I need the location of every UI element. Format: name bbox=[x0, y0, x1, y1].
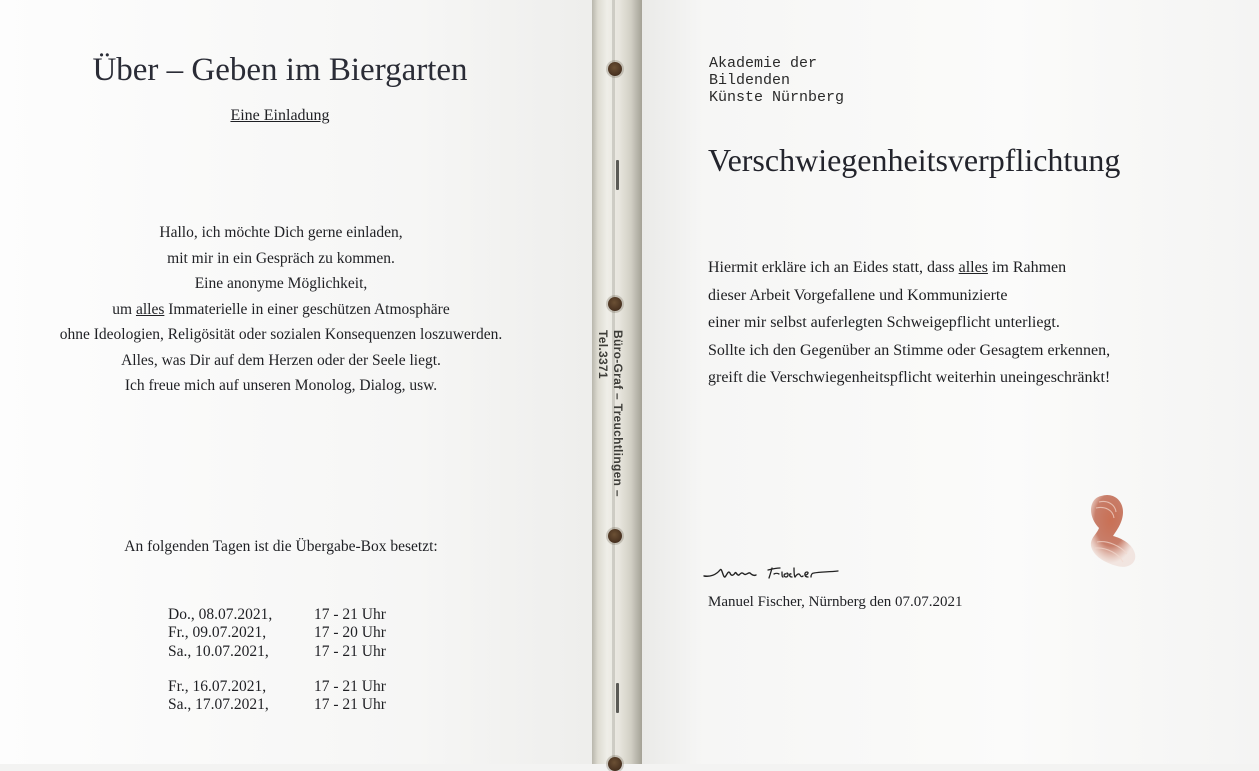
underlined-word: alles bbox=[958, 259, 988, 276]
declaration-line-start: Hiermit erkläre ich an Eides statt, dass bbox=[708, 259, 959, 276]
schedule-row bbox=[168, 696, 386, 714]
academy-word: Akademie der bbox=[709, 55, 818, 72]
letter-line: mit mir in ein Gespräch zu kommen. bbox=[167, 249, 395, 267]
declaration-text bbox=[708, 254, 1110, 392]
schedule-day: Sa., 10.07.2021, bbox=[168, 642, 269, 660]
schedule-day: Fr., 09.07.2021, bbox=[168, 624, 267, 642]
letter-line: Hallo, ich möchte Dich gerne einladen, bbox=[159, 224, 403, 241]
invitation-subtitle: Eine Einladung bbox=[230, 107, 330, 124]
invitation-letter bbox=[0, 220, 562, 399]
schedule-row bbox=[168, 606, 386, 624]
schedule-row bbox=[168, 624, 386, 642]
schedule-day: Fr., 16.07.2021, bbox=[168, 677, 267, 695]
schedule-time: 17 - 21 Uhr bbox=[314, 696, 386, 714]
academy-line: Künste Nürnberg bbox=[709, 89, 845, 106]
academy-line: Bildenden bbox=[709, 72, 791, 89]
underlined-word: alles bbox=[135, 300, 165, 318]
schedule-time: 17 - 21 Uhr bbox=[314, 677, 386, 695]
schedule-day: Do., 08.07.2021, bbox=[168, 606, 273, 623]
declaration-line: Sollte ich den Gegenüber an Stimme oder Gesagtem erkennen, bbox=[708, 341, 1111, 359]
schedule-time: 17 - 21 Uhr bbox=[314, 606, 386, 623]
binder-slot bbox=[616, 160, 619, 190]
letter-line-start: um bbox=[112, 300, 136, 318]
binder-hole bbox=[608, 62, 622, 76]
binder-imprint bbox=[595, 330, 625, 497]
academy-line bbox=[709, 55, 844, 72]
schedule-row bbox=[168, 643, 386, 661]
declaration-line-end: im Rahmen bbox=[987, 259, 1067, 276]
letter-line-end: Immaterielle in einer geschützen Atmosphäre bbox=[164, 300, 450, 318]
binder-slot bbox=[616, 683, 619, 713]
schedule-time: 17 - 21 Uhr bbox=[314, 642, 386, 660]
declaration-title: Verschwiegenheitsverpflichtung bbox=[708, 142, 1121, 178]
binder-hole bbox=[608, 529, 622, 543]
signature-caption: Manuel Fischer, Nürnberg den 07.07.2021 bbox=[708, 594, 963, 610]
invitation-page bbox=[0, 0, 592, 764]
academy-letterhead bbox=[709, 55, 844, 106]
days-intro: An folgenden Tagen ist die Übergabe-Box besetzt: bbox=[124, 538, 438, 555]
letter-line: ohne Ideologien, Religösität oder sozialen Konsequenzen loszuwerden. bbox=[59, 326, 503, 343]
binder-hole bbox=[608, 757, 622, 771]
binder-hole bbox=[608, 297, 622, 311]
letter-line bbox=[0, 297, 562, 323]
binder-phone: Tel.3371 bbox=[596, 330, 610, 379]
letter-line: Alles, was Dir auf dem Herzen oder der Seele liegt. bbox=[121, 351, 441, 369]
schedule-day: Sa., 17.07.2021, bbox=[168, 696, 269, 714]
invitation-title: Über – Geben im Biergarten bbox=[92, 52, 468, 88]
letter-line: Ich freue mich auf unseren Monolog, Dialog, usw. bbox=[124, 377, 438, 394]
letter-line: Eine anonyme Möglichkeit, bbox=[194, 275, 368, 292]
declaration-line: einer mir selbst auferlegten Schweigepflicht unterliegt. bbox=[708, 314, 1060, 331]
binder-company: Büro-Graf – Treuchtlingen – bbox=[611, 330, 625, 497]
declaration-line: dieser Arbeit Vorgefallene und Kommunizierte bbox=[708, 286, 1008, 304]
handwritten-signature bbox=[702, 558, 842, 586]
schedule-row bbox=[168, 678, 386, 696]
declaration-line bbox=[708, 254, 1110, 282]
declaration-line: greift die Verschwiegenheitspflicht weiterhin uneingeschränkt! bbox=[708, 369, 1111, 386]
fingerprint-stamp bbox=[1083, 492, 1139, 570]
schedule-time: 17 - 20 Uhr bbox=[314, 624, 386, 642]
schedule-list bbox=[168, 606, 386, 714]
